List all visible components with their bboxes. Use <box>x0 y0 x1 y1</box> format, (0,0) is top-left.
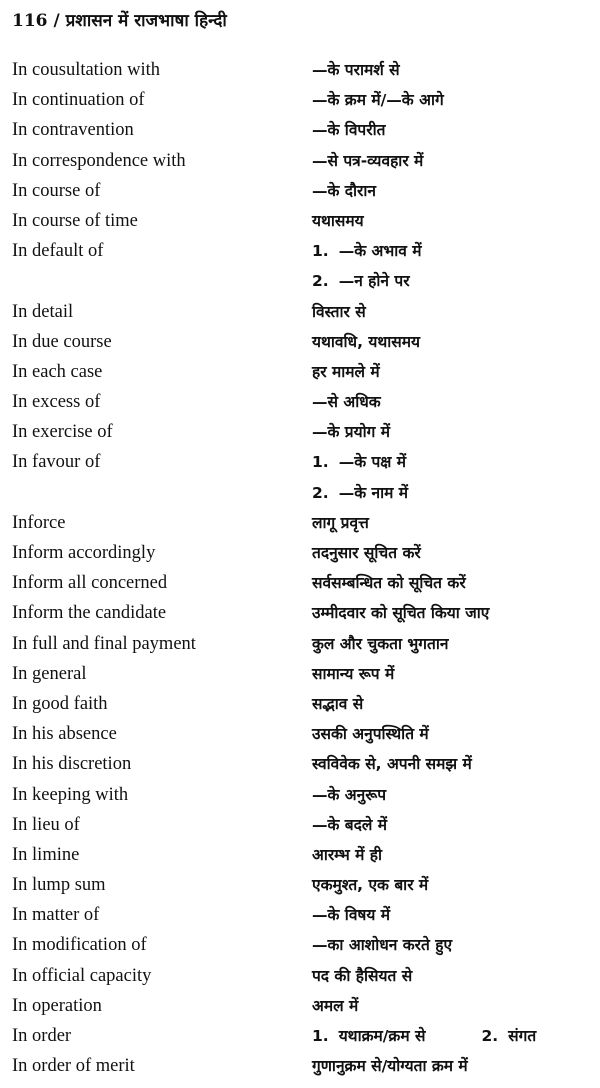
sense-number: 2. <box>481 1027 499 1045</box>
english-term: In favour of <box>12 452 101 473</box>
glossary-entry <box>12 149 588 179</box>
sense-number: 2. <box>312 483 329 502</box>
meaning-text: कुल और चुकता भुगतान <box>312 634 449 653</box>
hindi-meaning <box>312 632 588 654</box>
meaning-text: उम्मीदवार को सूचित किया जाए <box>312 604 490 623</box>
english-term: In order <box>12 1026 72 1046</box>
english-term: In lump sum <box>12 875 106 896</box>
meaning-text: सामान्य रूप में <box>312 664 395 683</box>
hindi-meaning <box>312 179 588 201</box>
english-term: In continuation of <box>12 90 145 111</box>
hindi-meaning <box>312 88 588 110</box>
glossary-entry <box>12 481 588 511</box>
page-header <box>12 8 227 31</box>
english-term: In his discretion <box>12 754 132 775</box>
glossary-entry <box>12 239 588 269</box>
hindi-meaning <box>312 903 588 925</box>
meaning-text: —के क्रम में/—के आगे <box>312 91 444 110</box>
english-term: In default of <box>12 241 104 262</box>
english-term: In detail <box>12 301 74 322</box>
meaning-text: —के नाम में <box>338 483 409 502</box>
english-term: Inform the candidate <box>12 603 167 624</box>
glossary-entry <box>12 511 588 541</box>
english-term: In contravention <box>12 120 134 141</box>
glossary-entry <box>12 300 588 330</box>
sense-number: 1. <box>312 242 329 261</box>
meaning-text: सर्वसम्बन्धित को सूचित करें <box>312 574 466 593</box>
glossary-entry <box>12 964 588 994</box>
glossary-entry <box>12 903 588 933</box>
english-term: In good faith <box>12 693 108 714</box>
glossary-entry <box>12 541 588 571</box>
meaning-text: एकमुश्त, एक बार में <box>312 876 429 895</box>
meaning-text: पद की हैसियत से <box>312 966 413 985</box>
hindi-meaning <box>312 994 588 1016</box>
meaning-text: —के पक्ष में <box>338 453 407 472</box>
glossary-entry <box>12 360 588 390</box>
sense-number: 2. <box>312 272 329 291</box>
hindi-meaning <box>312 692 588 714</box>
hindi-meaning <box>312 873 588 895</box>
glossary-entry <box>12 1024 588 1054</box>
glossary-entry <box>12 1054 588 1084</box>
hindi-meaning <box>312 1024 588 1046</box>
english-term: In each case <box>12 361 103 382</box>
meaning-text: यथासमय <box>312 211 364 230</box>
glossary-entry <box>12 58 588 88</box>
meaning-text: —के दौरान <box>312 181 377 200</box>
hindi-meaning <box>312 813 588 835</box>
meaning-text: —के अभाव में <box>338 242 422 261</box>
meaning-text: —के विषय में <box>312 906 391 925</box>
meaning-text: सद्भाव से <box>312 694 364 713</box>
meaning-text: उसकी अनुपस्थिति में <box>312 725 429 744</box>
glossary-entry <box>12 722 588 752</box>
glossary-entry <box>12 390 588 420</box>
english-term: In course of <box>12 180 101 201</box>
english-term: In official capacity <box>12 965 152 986</box>
glossary-entry <box>12 662 588 692</box>
glossary-list <box>12 58 588 1084</box>
glossary-entry <box>12 783 588 813</box>
english-term: In order of merit <box>12 1056 135 1077</box>
english-term: In excess of <box>12 392 101 413</box>
hindi-meaning <box>312 58 588 80</box>
glossary-entry <box>12 843 588 873</box>
glossary-entry <box>12 813 588 843</box>
meaning-text: —से पत्र-व्यवहार में <box>312 151 424 170</box>
meaning-text: यथावधि, यथासमय <box>312 332 421 351</box>
glossary-entry <box>12 450 588 480</box>
glossary-entry <box>12 994 588 1024</box>
hindi-meaning <box>312 330 588 352</box>
hindi-meaning <box>312 239 588 261</box>
english-term: In matter of <box>12 905 100 926</box>
hindi-meaning <box>312 209 588 231</box>
english-term: Inforce <box>12 512 66 533</box>
hindi-meaning <box>312 450 588 472</box>
glossary-entry <box>12 269 588 299</box>
english-term: In modification of <box>12 935 147 956</box>
meaning-text: —से अधिक <box>312 393 381 412</box>
hindi-meaning <box>312 1054 588 1076</box>
meaning-text: हर मामले में <box>312 362 380 381</box>
english-term: In full and final payment <box>12 633 196 654</box>
glossary-entry <box>12 179 588 209</box>
english-term: Inform all concerned <box>12 573 168 594</box>
glossary-entry <box>12 571 588 601</box>
hindi-meaning <box>312 722 588 744</box>
glossary-entry <box>12 873 588 903</box>
glossary-entry <box>12 601 588 631</box>
meaning-text: —का आशोधन करते हुए <box>312 936 453 955</box>
hindi-meaning <box>312 752 588 774</box>
hindi-meaning <box>312 481 588 503</box>
meaning-text: —के अनुरूप <box>312 785 387 804</box>
hindi-meaning <box>312 269 588 291</box>
english-term: In keeping with <box>12 784 129 805</box>
english-term: Inform accordingly <box>12 543 156 563</box>
glossary-entry <box>12 752 588 782</box>
glossary-entry <box>12 209 588 239</box>
meaning-text: —न होने पर <box>338 272 410 291</box>
meaning-text: तदनुसार सूचित करें <box>312 544 421 562</box>
hindi-meaning <box>312 571 588 593</box>
hindi-meaning <box>312 933 588 955</box>
english-term: In limine <box>12 844 80 865</box>
meaning-text: आरम्भ में ही <box>312 845 383 864</box>
hindi-meaning <box>312 390 588 412</box>
sense-number: 1. <box>312 453 329 472</box>
meaning-text: —के बदले में <box>312 815 388 834</box>
meaning-text: यथाक्रम/क्रम से <box>338 1027 426 1045</box>
english-term: In operation <box>12 995 102 1016</box>
meaning-text: —के प्रयोग में <box>312 423 391 442</box>
glossary-entry <box>12 330 588 360</box>
sense-number: 1. <box>312 1027 329 1045</box>
glossary-entry <box>12 118 588 148</box>
meaning-text: गुणानुक्रम से/योग्यता क्रम में <box>312 1057 468 1076</box>
hindi-meaning <box>312 149 588 171</box>
english-term: In lieu of <box>12 814 80 835</box>
hindi-meaning <box>312 843 588 865</box>
english-term: In due course <box>12 331 112 352</box>
meaning-text: स्वविवेक से, अपनी समझ में <box>312 755 472 774</box>
glossary-entry <box>12 88 588 118</box>
hindi-meaning <box>312 783 588 805</box>
hindi-meaning <box>312 541 588 563</box>
hindi-meaning <box>312 300 588 322</box>
hindi-meaning <box>312 662 588 684</box>
hindi-meaning <box>312 964 588 986</box>
meaning-text: संगत <box>508 1027 537 1045</box>
hindi-meaning <box>312 601 588 623</box>
meaning-text: अमल में <box>312 996 359 1015</box>
meaning-text: विस्तार से <box>312 302 366 321</box>
meaning-text: लागू प्रवृत्त <box>312 513 369 532</box>
glossary-entry <box>12 420 588 450</box>
hindi-meaning <box>312 511 588 533</box>
meaning-text: —के परामर्श से <box>312 61 400 79</box>
english-term: In his absence <box>12 724 117 745</box>
book-title: / प्रशासन में राजभाषा हिन्दी <box>53 11 227 31</box>
page-number: 116 <box>12 11 48 31</box>
glossary-entry <box>12 632 588 662</box>
english-term: In general <box>12 663 87 684</box>
meaning-text: —के विपरीत <box>312 121 386 140</box>
hindi-meaning <box>312 420 588 442</box>
english-term: In course of time <box>12 210 138 231</box>
hindi-meaning <box>312 118 588 140</box>
hindi-meaning <box>312 360 588 382</box>
english-term: In correspondence with <box>12 150 186 171</box>
glossary-entry <box>12 933 588 963</box>
glossary-entry <box>12 692 588 722</box>
english-term: In cousultation with <box>12 60 160 80</box>
english-term: In exercise of <box>12 422 113 443</box>
